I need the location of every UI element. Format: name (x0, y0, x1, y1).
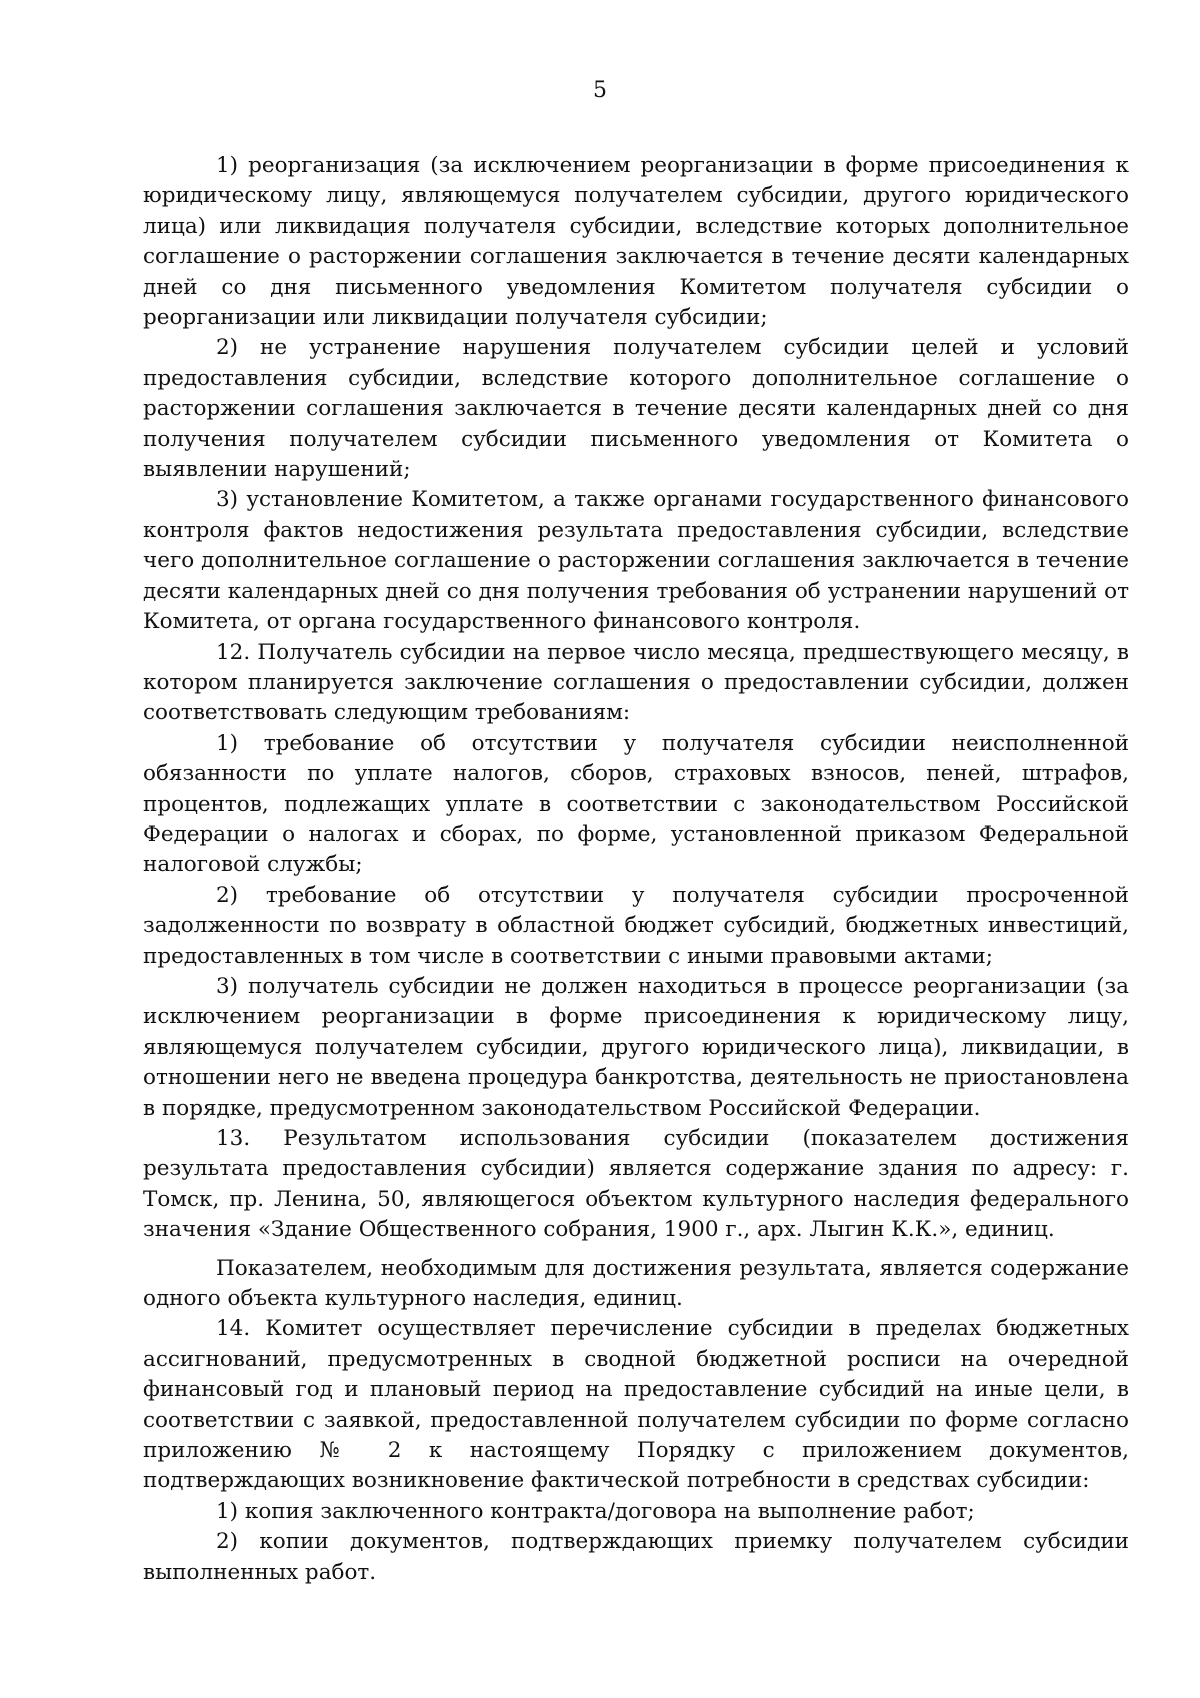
page-number: 5 (593, 78, 607, 103)
paragraph-requirement-taxes: 1) требование об отсутствии у получателя субсидии неисполненной обязанности по уплате налогов, сборов, страховых взносов, пеней, штрафов, процентов, подлежащих уплате в соответствии с законодательством Российской Федерации о налогах и сборах, по форме, установленной приказом Федеральной налоговой службы; (143, 730, 1129, 878)
paragraph-result-failure-clause: 3) установление Комитетом, а также органами государственного финансового контроля фактов недостижения результата предоставления субсидии, вследствие чего дополнительное соглашение о расторжении соглашения заключается в течение десяти календарных дней со дня получения требования об устранении нарушений от Комитета, от органа государственного финансового контроля. (143, 487, 1129, 635)
paragraph-acceptance-documents: 2) копии документов, подтверждающих приемку получателем субсидии выполненных работ. (143, 1529, 1129, 1585)
paragraph-requirement-debt: 2) требование об отсутствии у получателя субсидии просроченной задолженности по возврату в областной бюджет субсидий, бюджетных инвестиций, предоставленных в том числе в соответствии с иными правовыми актами; (143, 882, 1129, 969)
paragraph-requirement-reorganization: 3) получатель субсидии не должен находиться в процессе реорганизации (за исключением реорганизации в форме присоединения к юридическому лицу, являющемуся получателем субсидии, другого юридического лица), ликвидации, в отношении него не введена процедура банкротства, деятельность не приостановлена в порядке, предусмотренном законодательством Российской Федерации. (143, 973, 1129, 1121)
paragraph-section-13: 13. Результатом использования субсидии (показателем достижения результата предоставления субсидии) является содержание здания по адресу: г. Томск, пр. Ленина, 50, являющегося объектом культурного наследия федерального значения «Здание Общественного собрания, 1900 г., арх. Лыгин К.К.», единиц. (143, 1126, 1129, 1243)
document-body (143, 151, 1129, 1588)
paragraph-section-12: 12. Получатель субсидии на первое число месяца, предшествующего месяцу, в котором планируется заключение соглашения о предоставлении субсидии, должен соответствовать следующим требованиям: (143, 639, 1129, 726)
paragraph-reorganization-clause: 1) реорганизация (за исключением реорганизации в форме присоединения к юридическому лицу, являющемуся получателем субсидии, другого юридического лица) или ликвидация получателя субсидии, вследствие которых дополнительное соглашение о расторжении соглашения заключается в течение десяти календарных дней со дня письменного уведомления Комитетом получателя субсидии о реорганизации или ликвидации получателя субсидии; (143, 153, 1129, 331)
paragraph-violation-clause: 2) не устранение нарушения получателем субсидии целей и условий предоставления субсидии, вследствие которого дополнительное соглашение о расторжении соглашения заключается в течение десяти календарных дней со дня получения получателем субсидии письменного уведомления от Комитета о выявлении нарушений; (143, 335, 1129, 483)
paragraph-contract-copy: 1) копия заключенного контракта/договора на выполнение работ; (216, 1498, 975, 1524)
paragraph-section-14: 14. Комитет осуществляет перечисление субсидии в пределах бюджетных ассигнований, предусмотренных в сводной бюджетной росписи на очередной финансовый год и плановый период на предоставление субсидий на иные цели, в соответствии с заявкой, предоставленной получателем субсидии по форме согласно приложению № 2 к настоящему Порядку с приложением документов, подтверждающих возникновение фактической потребности в средствах субсидии: (143, 1316, 1129, 1494)
paragraph-indicator: Показателем, необходимым для достижения результата, является содержание одного объекта культурного наследия, единиц. (143, 1255, 1129, 1312)
